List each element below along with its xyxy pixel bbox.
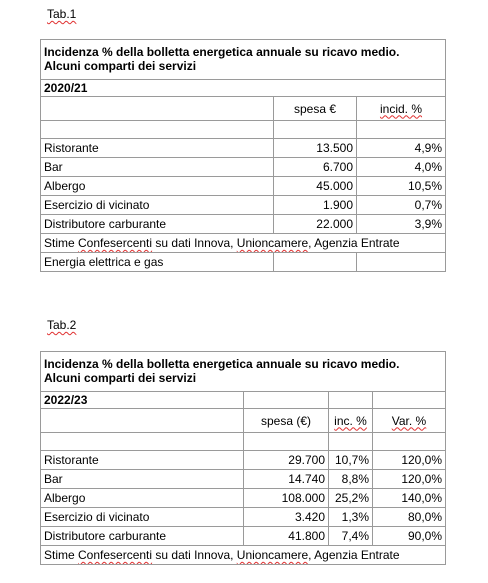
- tab1-header-incid: incid. %: [357, 97, 446, 121]
- row-incid: 10,5%: [357, 177, 446, 196]
- table-row: [41, 177, 446, 196]
- row-name: Ristorante: [41, 451, 244, 470]
- table-row: [41, 508, 446, 527]
- row-var: 90,0%: [373, 527, 446, 546]
- tab1-title-line2: Alcuni comparti dei servizi: [44, 59, 197, 73]
- row-name: Esercizio di vicinato: [41, 196, 274, 215]
- tab2-source-row: [41, 546, 446, 565]
- row-var: 140,0%: [373, 489, 446, 508]
- row-spesa: 13.500: [274, 139, 357, 158]
- tab1-title-row: [41, 40, 446, 80]
- row-incid: 0,7%: [357, 196, 446, 215]
- table-row: [41, 451, 446, 470]
- table-row: [41, 158, 446, 177]
- tab2-label: Tab.2: [47, 318, 77, 332]
- tab1-note: Energia elettrica e gas: [41, 253, 274, 272]
- tab1-table: [40, 39, 446, 272]
- row-name: Bar: [41, 158, 274, 177]
- row-name: Ristorante: [41, 139, 274, 158]
- row-name: Albergo: [41, 489, 244, 508]
- row-spesa: 6.700: [274, 158, 357, 177]
- tab2-title: [41, 352, 446, 392]
- row-spesa: 22.000: [274, 215, 357, 234]
- row-spesa: 29.700: [244, 451, 329, 470]
- tab2-title-line1: Incidenza % della bolletta energetica annuale su ricavo medio.: [44, 357, 400, 371]
- row-var: 120,0%: [373, 451, 446, 470]
- row-inc: 1,3%: [329, 508, 373, 527]
- table-row: [41, 215, 446, 234]
- tab1-source: Stime Confesercenti su dati Innova, Unioncamere, Agenzia Entrate: [41, 234, 446, 253]
- row-spesa: 14.740: [244, 470, 329, 489]
- row-name: Albergo: [41, 177, 274, 196]
- row-spesa: 1.900: [274, 196, 357, 215]
- row-name: Bar: [41, 470, 244, 489]
- tab1-title-line1: Incidenza % della bolletta energetica annuale su ricavo medio.: [44, 45, 400, 59]
- tab2-header-spesa: spesa (€): [244, 409, 329, 433]
- tab1-period-row: [41, 80, 446, 97]
- tab1-label: Tab.1: [47, 7, 77, 21]
- row-spesa: 3.420: [244, 508, 329, 527]
- tab1-header-spesa: spesa €: [274, 97, 357, 121]
- tab2-title-row: [41, 352, 446, 392]
- tab2-header-inc: inc. %: [329, 409, 373, 433]
- row-inc: 8,8%: [329, 470, 373, 489]
- tab1-period: 2020/21: [41, 80, 446, 97]
- row-spesa: 41.800: [244, 527, 329, 546]
- table-row: [41, 527, 446, 546]
- row-incid: 4,0%: [357, 158, 446, 177]
- row-incid: 3,9%: [357, 215, 446, 234]
- row-spesa: 108.000: [244, 489, 329, 508]
- row-inc: 7,4%: [329, 527, 373, 546]
- tab2-empty-row: [41, 433, 446, 451]
- tab2-source: Stime Confesercenti su dati Innova, Unioncamere, Agenzia Entrate: [41, 546, 446, 565]
- table-row: [41, 489, 446, 508]
- tab1-source-row: [41, 234, 446, 253]
- row-inc: 25,2%: [329, 489, 373, 508]
- table-row: [41, 470, 446, 489]
- tab1-empty-row: [41, 121, 446, 139]
- tab2-header-row: [41, 409, 446, 433]
- table-row: [41, 139, 446, 158]
- row-var: 120,0%: [373, 470, 446, 489]
- tab1-title: [41, 40, 446, 80]
- table-row: [41, 196, 446, 215]
- tab2-header-var: Var. %: [373, 409, 446, 433]
- tab1-note-row: [41, 253, 446, 272]
- tab1-header-row: [41, 97, 446, 121]
- tab1-header-blank: [41, 97, 274, 121]
- row-name: Distributore carburante: [41, 527, 244, 546]
- tab2-title-line2: Alcuni comparti dei servizi: [44, 371, 197, 385]
- row-name: Distributore carburante: [41, 215, 274, 234]
- row-var: 80,0%: [373, 508, 446, 527]
- row-inc: 10,7%: [329, 451, 373, 470]
- tab2-period-row: [41, 392, 446, 409]
- row-spesa: 45.000: [274, 177, 357, 196]
- tab2-header-blank: [41, 409, 244, 433]
- tab2-table: [40, 351, 446, 565]
- row-incid: 4,9%: [357, 139, 446, 158]
- tab2-period: 2022/23: [41, 392, 244, 409]
- row-name: Esercizio di vicinato: [41, 508, 244, 527]
